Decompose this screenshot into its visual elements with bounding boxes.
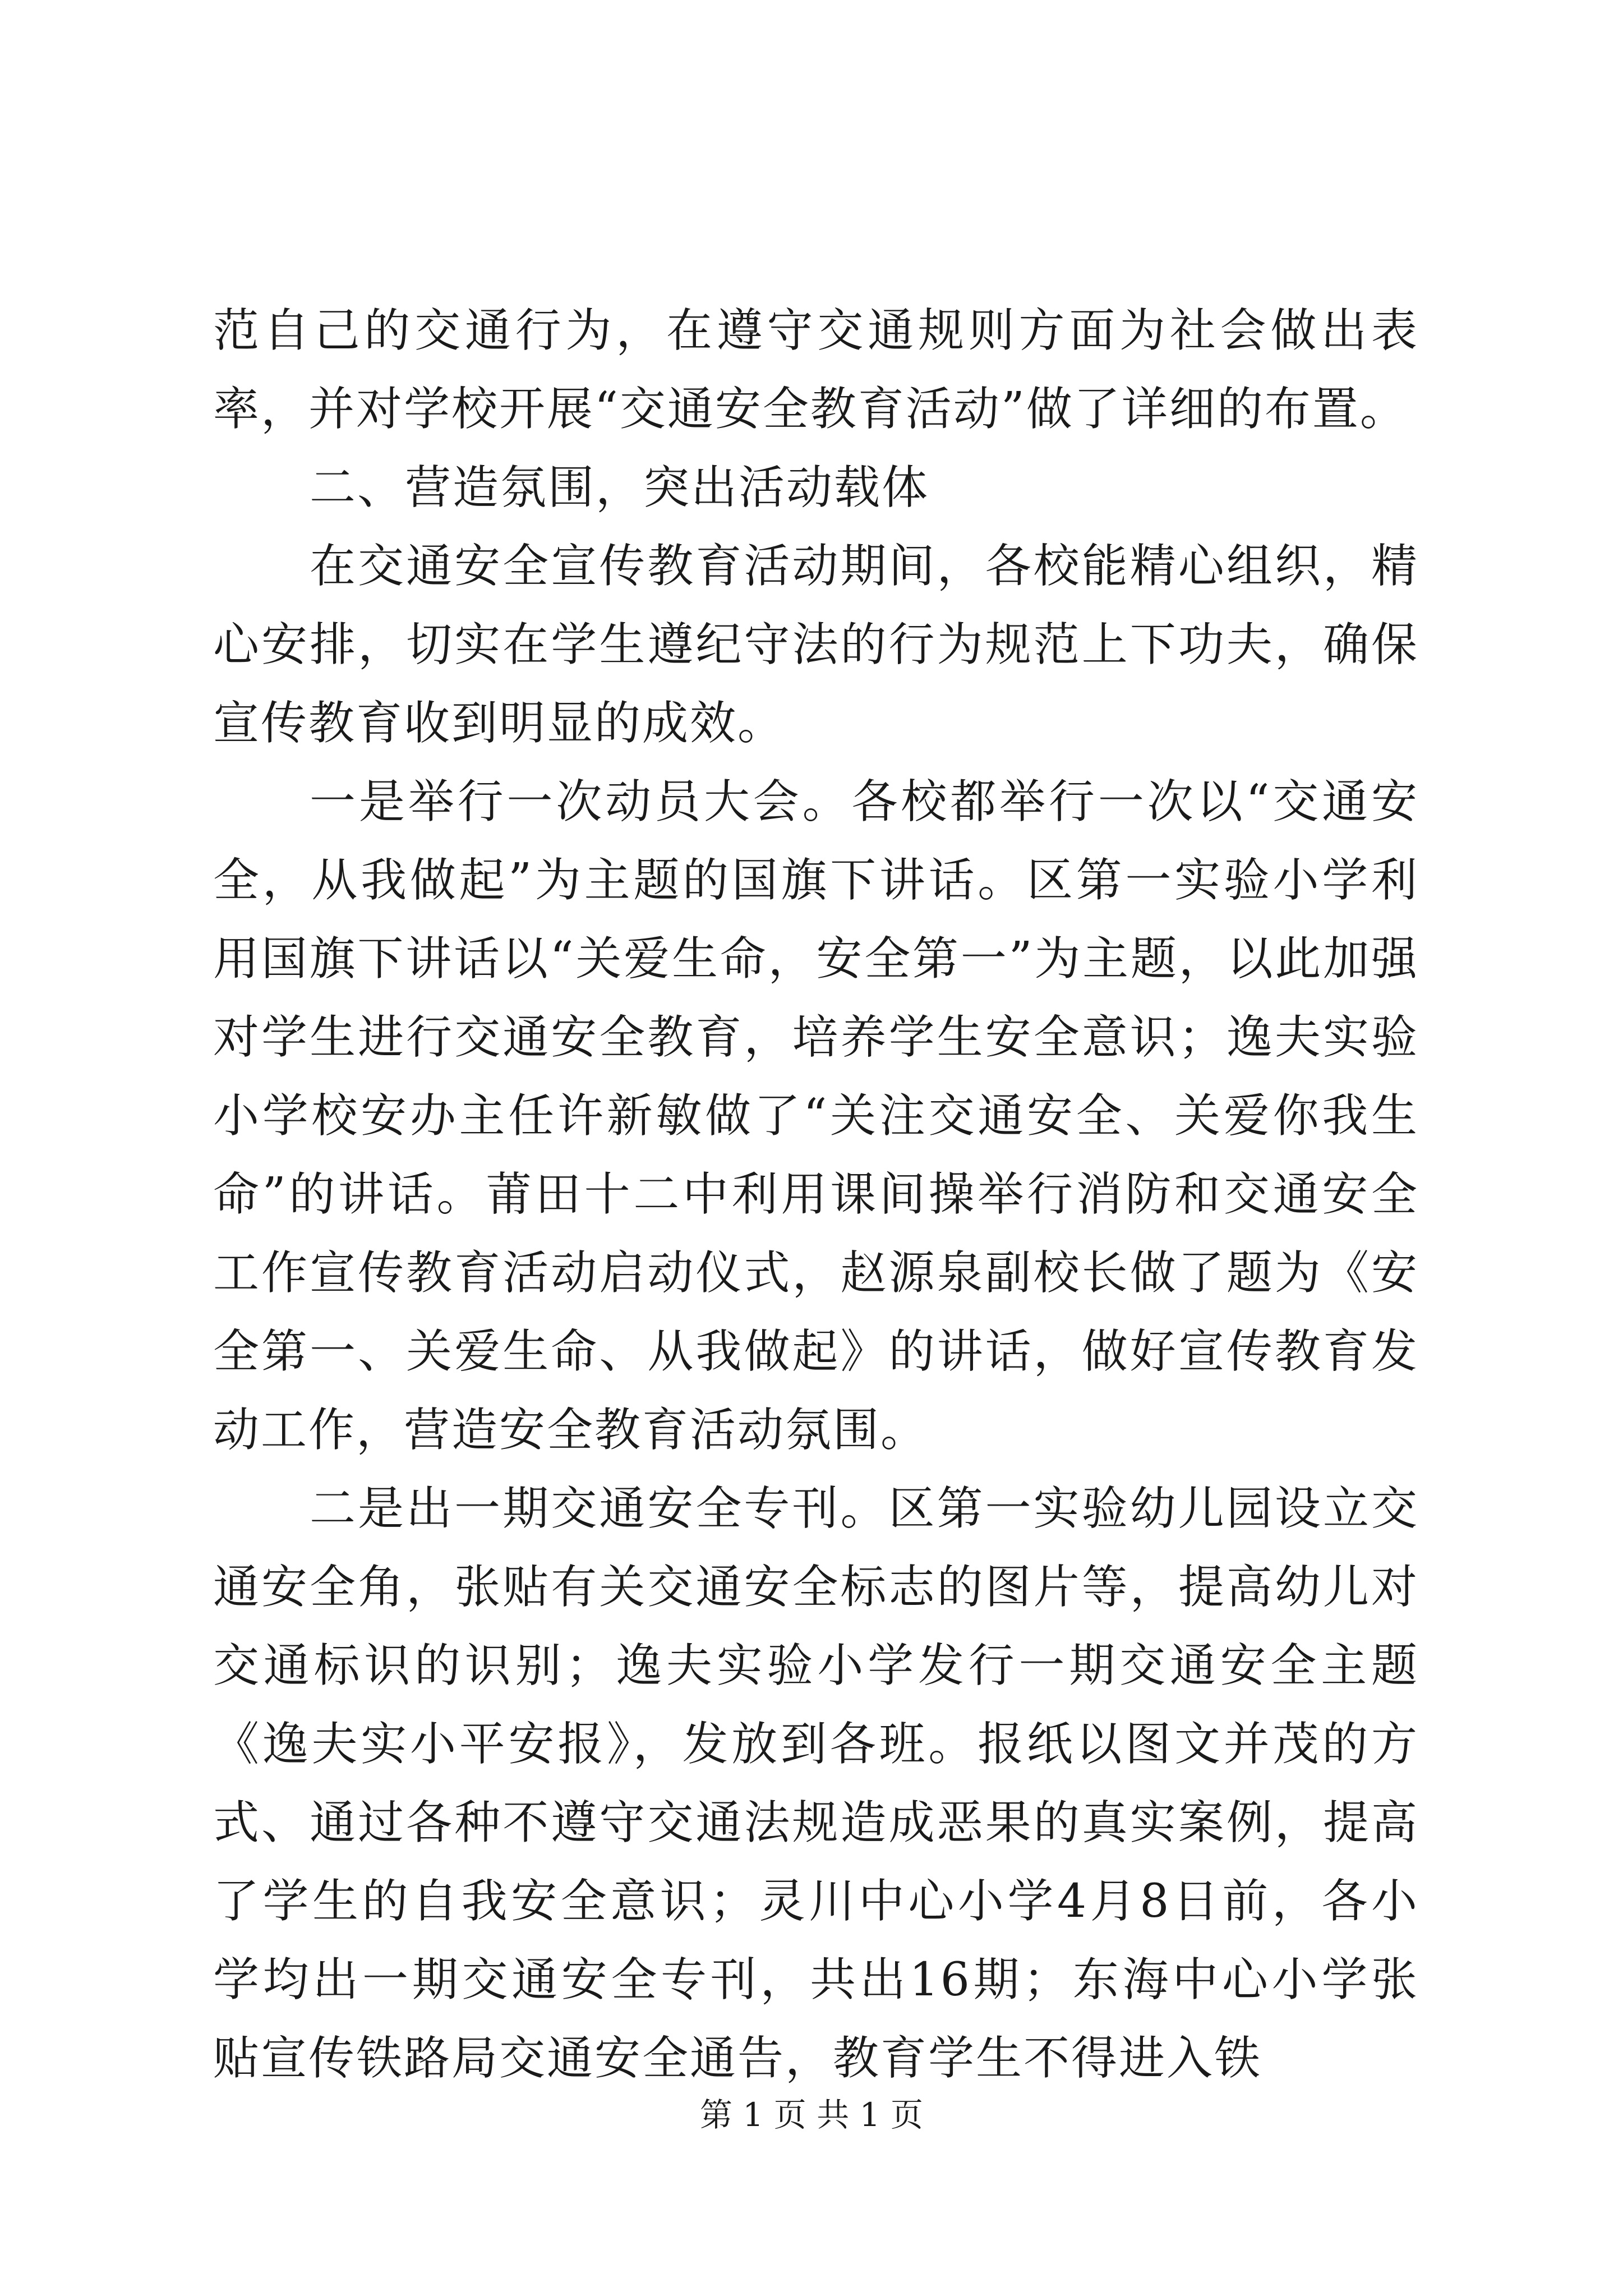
paragraph-5: 二是出一期交通安全专刊。区第一实验幼儿园设立交通安全角，张贴有关交通安全标志的图片等，提高幼儿对交通标识的识别；逸夫实验小学发行一期交通安全主题《逸夫实小平安报》，发放到各班。报纸以图文并茂的方式、通过各种不遵守交通法规造成恶果的真实案例，提高了学生的自我安全意识；灵川中心小学4月8日前，各小学均出一期交通安全专刊，共出16期；东海中心小学张贴宣传铁路局交通安全通告，教育学生不得进入铁 xyxy=(213,1482,1419,2085)
document-body xyxy=(213,292,1419,2098)
page-footer: 第 1 页 共 1 页 xyxy=(700,2096,923,2134)
paragraph-1: 范自己的交通行为，在遵守交通规则方面为社会做出表率，并对学校开展“交通安全教育活动”做了详细的布置。 xyxy=(213,304,1419,436)
paragraph-3: 在交通安全宣传教育活动期间，各校能精心组织，精心安排，切实在学生遵纪守法的行为规范上下功夫，确保宣传教育收到明显的成效。 xyxy=(213,540,1419,750)
section-heading-2: 二、营造氛围，突出活动载体 xyxy=(310,461,930,514)
paragraph-4: 一是举行一次动员大会。各校都举行一次以“交通安全，从我做起”为主题的国旗下讲话。区第一实验小学利用国旗下讲话以“关爱生命，安全第一”为主题，以此加强对学生进行交通安全教育，培养学生安全意识；逸夫实验小学校安办主任许新敏做了“关注交通安全、关爱你我生命”的讲话。莆田十二中利用课间操举行消防和交通安全工作宣传教育活动启动仪式，赵源泉副校长做了题为《安全第一、关爱生命、从我做起》的讲话，做好宣传教育发动工作，营造安全教育活动氛围。 xyxy=(213,775,1419,1457)
